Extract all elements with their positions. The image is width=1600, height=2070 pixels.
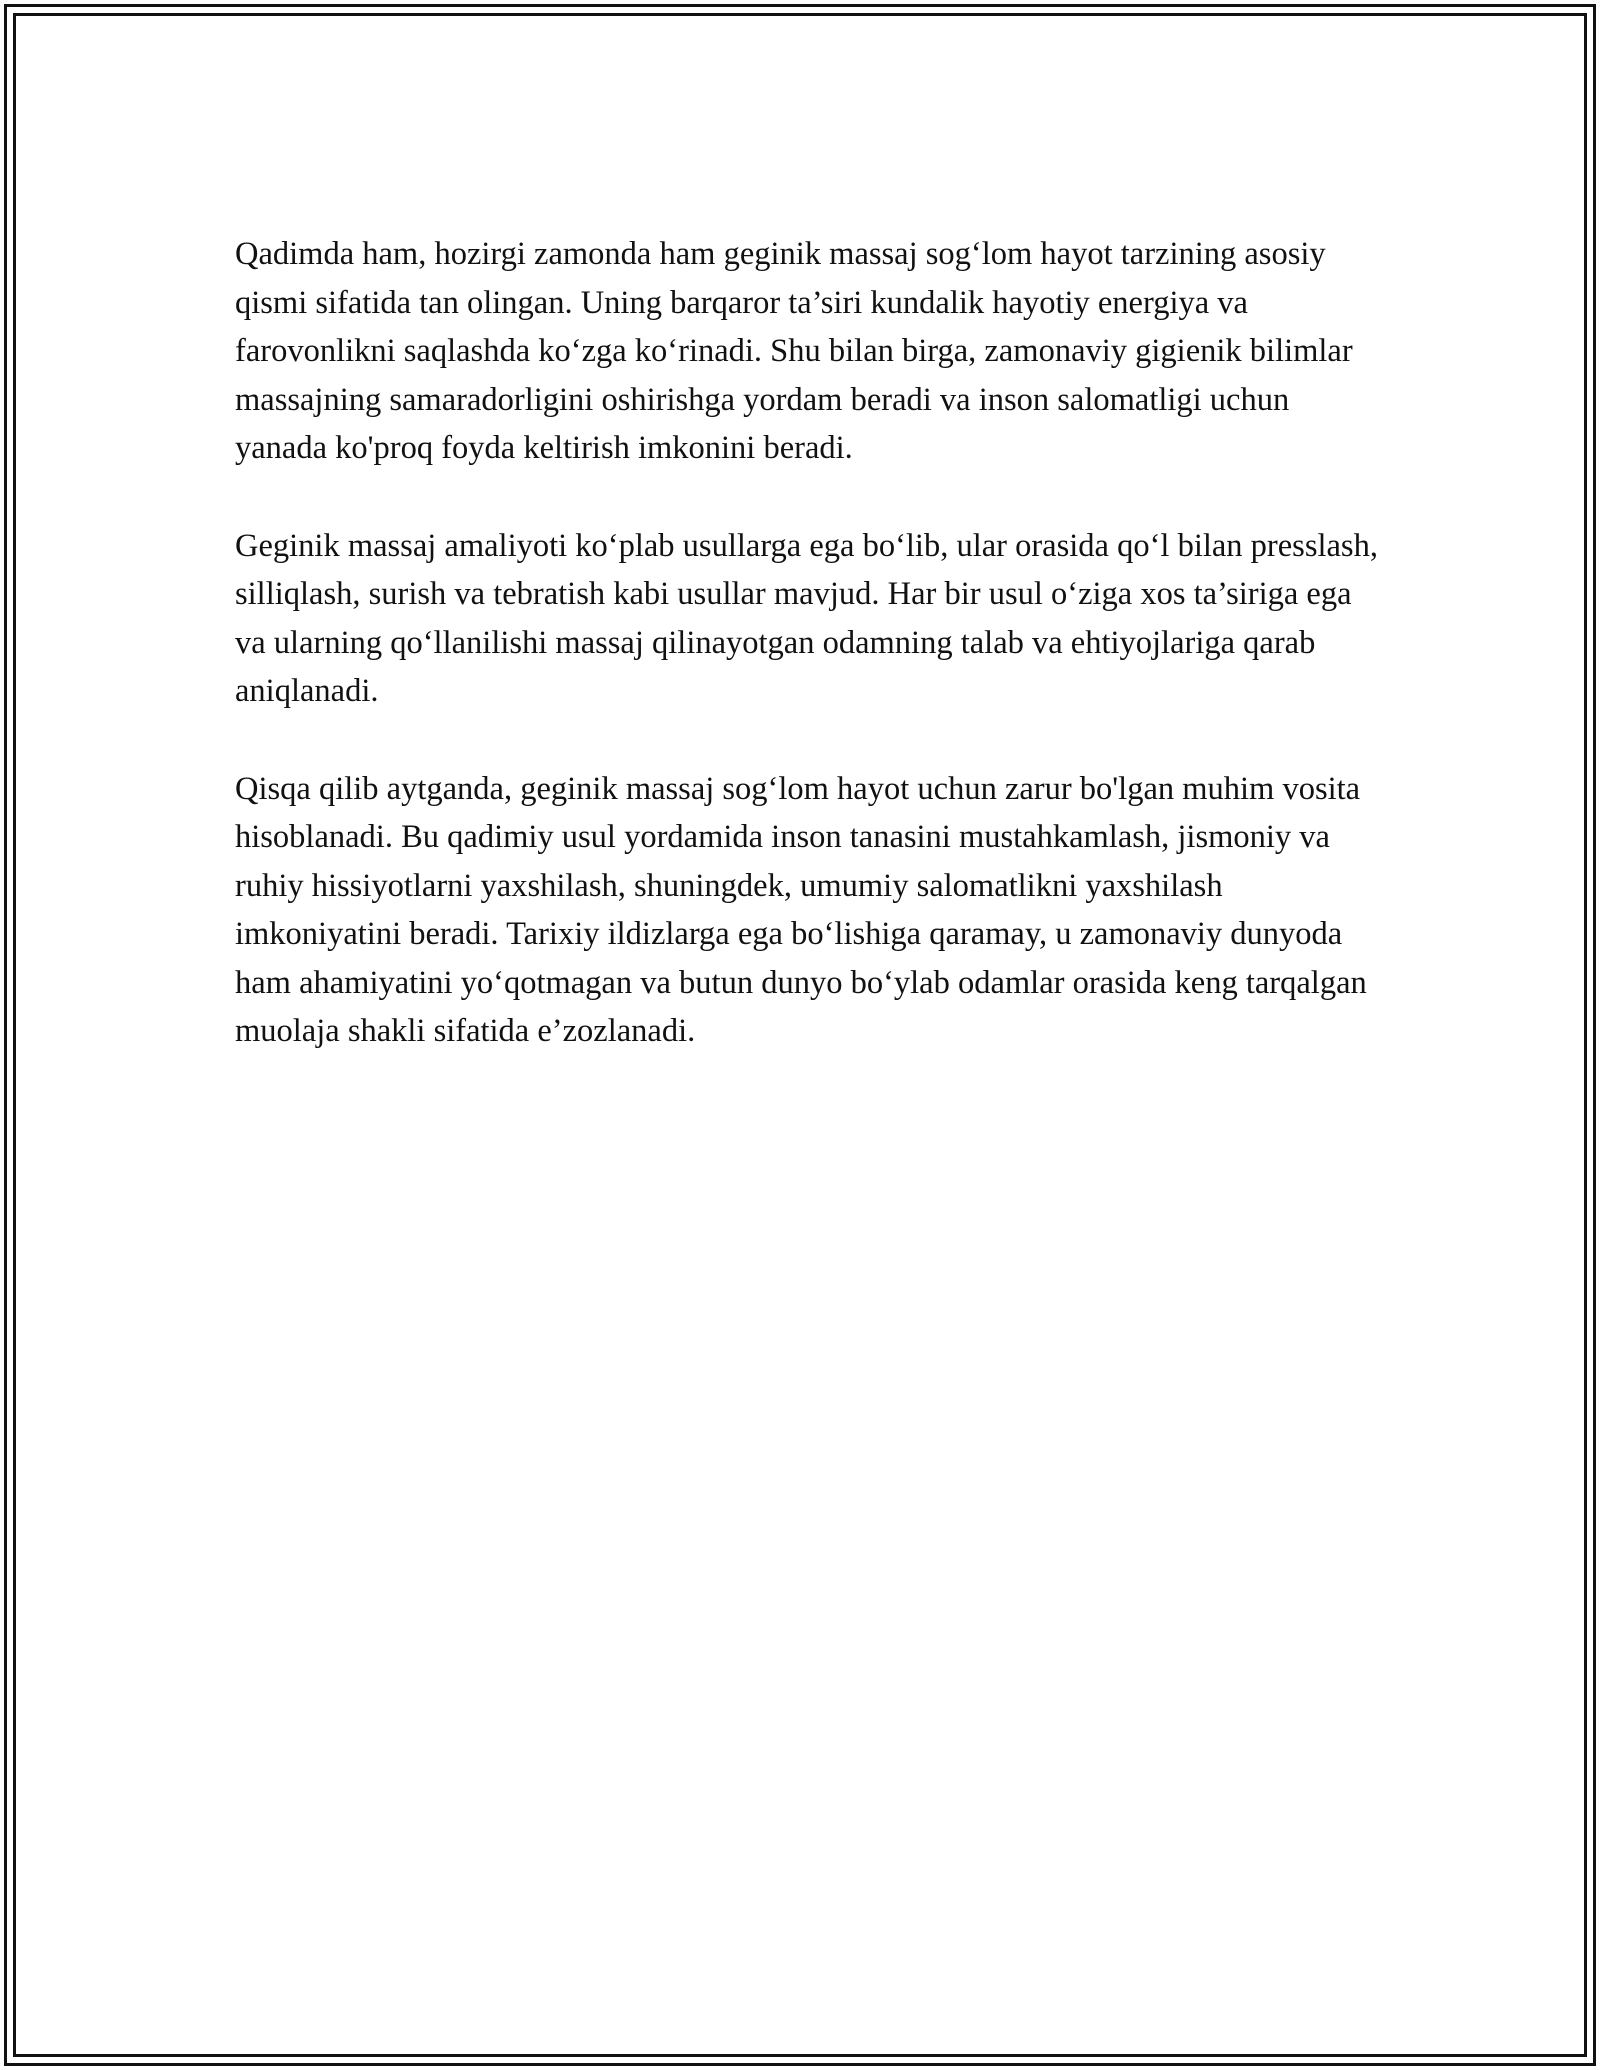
paragraph-1: Qadimda ham, hozirgi zamonda ham geginik massaj sog‘lom hayot tarzining asosiy qismi sifatida tan olingan. Uning barqaror ta’siri kundalik hayotiy energiya va farovonlikni saqlashda ko‘zga ko‘rinadi. Shu bilan birga, zamonaviy gigienik bilimlar massajning samaradorligini oshirishga yordam beradi va inson salomatligi uchun yanada ko'proq foyda keltirish imkonini beradi. (235, 236, 1353, 466)
document-body (235, 230, 1385, 1105)
paragraph-2: Geginik massaj amaliyoti ko‘plab usullarga ega bo‘lib, ular orasida qo‘l bilan presslash, silliqlash, surish va tebratish kabi usullar mavjud. Har bir usul o‘ziga xos ta’siriga ega va ularning qo‘llanilishi massaj qilinayotgan odamning talab va ehtiyojlariga qarab aniqlanadi. (235, 527, 1378, 709)
paragraph-3: Qisqa qilib aytganda, geginik massaj sog‘lom hayot uchun zarur bo'lgan muhim vosita hisoblanadi. Bu qadimiy usul yordamida inson tanasini mustahkamlash, jismoniy va ruhiy hissiyotlarni yaxshilash, shuningdek, umumiy salomatlikni yaxshilash imkoniyatini beradi. Tarixiy ildizlarga ega bo‘lishiga qaramay, u zamonaviy dunyoda ham ahamiyatini yo‘qotmagan va butun dunyo bo‘ylab odamlar orasida keng tarqalgan muolaja shakli sifatida e’zozlanadi. (235, 770, 1367, 1049)
